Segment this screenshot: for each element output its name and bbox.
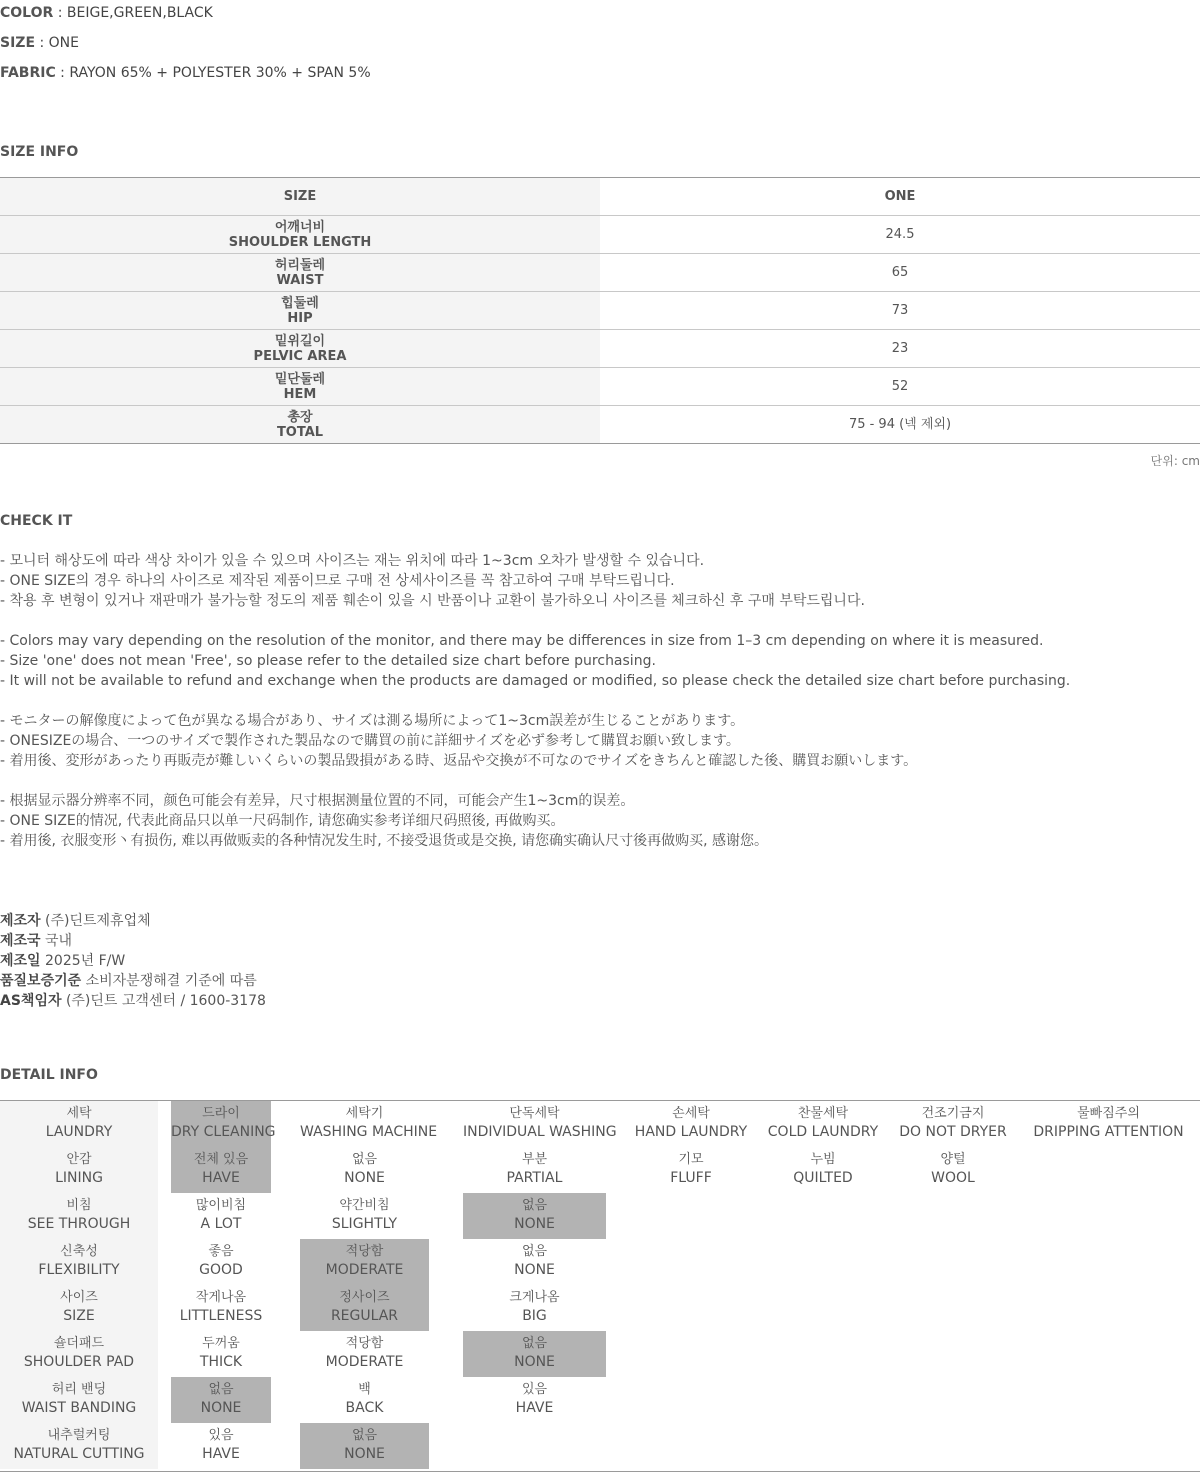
- detail-option-selected: [171, 1101, 276, 1147]
- detail-label-ko: 양털: [940, 1152, 966, 1167]
- notes-group-english: [0, 631, 1070, 691]
- note-line: - It will not be available to refund and exchange when the products are damaged or modified, so please check the detailed size chart before purchasing.: [0, 673, 1071, 689]
- detail-label-en: FLUFF: [670, 1170, 712, 1186]
- detail-label-ko: 건조기금지: [921, 1106, 985, 1121]
- detail-label-ko: 많이비침: [195, 1198, 247, 1213]
- detail-label-ko: 허리 밴딩: [51, 1382, 107, 1397]
- measure-value: 73: [600, 292, 1200, 330]
- detail-label-ko: 정사이즈: [339, 1290, 390, 1305]
- maker-line: [0, 971, 266, 991]
- note-line: - Size 'one' does not mean 'Free', so please refer to the detailed size chart before purchasing.: [0, 653, 656, 669]
- note-line: - 根据显示器分辨率不同，颜色可能会有差异，尺寸根据测量位置的不同，可能会产生1~3cm的误差。: [0, 793, 635, 809]
- detail-label-ko: 단독세탁: [509, 1106, 560, 1121]
- detail-row-head: [0, 1239, 158, 1285]
- maker-value: (주)딘트 고객센터 / 1600-3178: [61, 993, 266, 1009]
- detail-row: [0, 1101, 1200, 1147]
- detail-label-ko: 안감: [66, 1152, 92, 1167]
- detail-label-ko: 신축성: [60, 1244, 98, 1259]
- detail-label-ko: 없음: [208, 1382, 234, 1397]
- note-line: - ONESIZEの場合、一つのサイズで製作された製品なので購買の前に詳細サイズを必ず参考して購買お願い致します。: [0, 733, 740, 749]
- measure-en: TOTAL: [276, 424, 324, 440]
- detail-label-en: QUILTED: [793, 1170, 853, 1186]
- detail-option: [888, 1101, 1018, 1147]
- detail-option: [758, 1147, 888, 1193]
- detail-option: [171, 1331, 271, 1377]
- measure-label: [0, 406, 600, 444]
- detail-label-ko: 드라이: [202, 1106, 240, 1121]
- detail-label-ko: 비침: [66, 1198, 92, 1213]
- detail-label-en: BIG: [522, 1308, 547, 1324]
- size-header-label: [0, 178, 600, 216]
- detail-label-ko: 숄더패드: [53, 1336, 105, 1351]
- maker-label: 제조자: [0, 913, 41, 929]
- detail-label-ko: 적당함: [345, 1244, 384, 1259]
- maker-value: 소비자분쟁해결 기준에 따름: [81, 973, 257, 989]
- measure-label: [0, 330, 600, 368]
- note-line: - モニターの解像度によって色が異なる場合があり、サイズは測る場所によって1~3cm誤差が生じることがあります。: [0, 713, 745, 729]
- measure-label: [0, 254, 600, 292]
- note-line: - 着用後, 衣服变形丶有损伤, 难以再做贩卖的各种情况发生时, 不接受退货或是交换, 请您确实确认尺寸後再做购买, 感谢您。: [0, 833, 769, 849]
- measure-ko: 총장: [287, 409, 313, 425]
- detail-label-ko: 있음: [208, 1428, 234, 1443]
- detail-row: [0, 1147, 1200, 1193]
- detail-label-ko: 부분: [521, 1152, 548, 1167]
- spec-label: FABRIC: [0, 65, 56, 81]
- detail-label-ko: 물빠짐주의: [1077, 1106, 1140, 1121]
- measure-en: HIP: [287, 310, 313, 326]
- size-table: [0, 177, 1200, 444]
- detail-row: [0, 1285, 1200, 1331]
- detail-option: [171, 1285, 271, 1331]
- detail-option: [629, 1147, 753, 1193]
- detail-label-en: REGULAR: [330, 1308, 399, 1324]
- spec-fabric: [0, 64, 371, 82]
- detail-option-selected: [300, 1285, 429, 1331]
- detail-label-en: HAND LAUNDRY: [634, 1124, 748, 1140]
- detail-label-en: WOOL: [931, 1170, 975, 1186]
- measure-label: [0, 292, 600, 330]
- detail-label-ko: 누빔: [810, 1152, 836, 1167]
- maker-line: [0, 931, 266, 951]
- detail-option: [463, 1239, 606, 1285]
- detail-label-en: SEE THROUGH: [27, 1216, 131, 1232]
- measure-label: [0, 368, 600, 406]
- check-it-title: CHECK IT: [0, 513, 73, 529]
- detail-label-ko: 찬물세탁: [797, 1106, 849, 1121]
- detail-label-ko: 없음: [521, 1244, 548, 1259]
- check-it-notes: [0, 551, 1070, 871]
- detail-option-selected: [463, 1193, 606, 1239]
- table-row: [0, 254, 1200, 292]
- detail-option: [171, 1239, 271, 1285]
- size-table-header: [0, 178, 1200, 216]
- detail-label-ko: 있음: [521, 1382, 548, 1397]
- measure-value: 52: [600, 368, 1200, 406]
- measure-ko: 밑단둘레: [274, 371, 326, 387]
- maker-line: [0, 911, 266, 931]
- detail-option-selected: [300, 1423, 429, 1469]
- measure-ko: 밑위길이: [274, 333, 326, 349]
- detail-label-ko: 작게나옴: [195, 1290, 247, 1305]
- measure-en: HEM: [283, 386, 317, 402]
- maker-label: 제조국: [0, 933, 41, 949]
- detail-option: [300, 1377, 429, 1423]
- detail-label-en: A LOT: [200, 1216, 242, 1232]
- detail-label-en: LITTLENESS: [179, 1308, 263, 1324]
- detail-label-ko: 내추럴커팅: [47, 1428, 111, 1443]
- maker-value: 2025년 F/W: [40, 953, 126, 969]
- detail-row-head: [0, 1147, 158, 1193]
- detail-row-head: [0, 1331, 158, 1377]
- maker-value: 국내: [40, 933, 73, 949]
- detail-label-en: MODERATE: [325, 1354, 404, 1370]
- spec-value: : ONE: [35, 35, 79, 51]
- detail-label-en: BACK: [345, 1400, 384, 1416]
- detail-label-en: NONE: [514, 1262, 555, 1278]
- detail-label-en: LINING: [55, 1170, 103, 1186]
- measure-label: [0, 216, 600, 254]
- detail-label-en: INDIVIDUAL WASHING: [463, 1124, 617, 1140]
- detail-label-ko: 좋음: [208, 1244, 234, 1259]
- detail-row-head: [0, 1377, 158, 1423]
- notes-group-japanese: [0, 711, 1070, 771]
- detail-label-en: WAIST BANDING: [21, 1400, 137, 1416]
- maker-label: 품질보증기준: [0, 973, 82, 989]
- spec-value: : BEIGE,GREEN,BLACK: [53, 5, 213, 21]
- detail-option: [300, 1101, 438, 1147]
- detail-label-ko: 전체 있음: [193, 1152, 249, 1167]
- maker-value: (주)딘트제휴업체: [40, 913, 151, 929]
- note-line: - ONE SIZE의 경우 하나의 사이즈로 제작된 제품이므로 구매 전 상세사이즈를 꼭 참고하여 구매 부탁드립니다.: [0, 573, 675, 589]
- detail-row: [0, 1423, 1200, 1469]
- detail-label-en: NONE: [514, 1216, 555, 1232]
- detail-row-head: [0, 1101, 158, 1147]
- measure-value: 23: [600, 330, 1200, 368]
- detail-option-selected: [171, 1147, 271, 1193]
- detail-option-selected: [300, 1239, 429, 1285]
- detail-label-en: NATURAL CUTTING: [13, 1446, 145, 1462]
- table-row: [0, 216, 1200, 254]
- detail-info-table: [0, 1100, 1200, 1472]
- detail-label-en: FLEXIBILITY: [38, 1262, 120, 1278]
- detail-option: [629, 1101, 753, 1147]
- detail-option: [171, 1423, 271, 1469]
- detail-label-en: DO NOT DRYER: [899, 1124, 1007, 1140]
- detail-label-ko: 약간비침: [339, 1198, 390, 1213]
- measure-ko: 허리둘레: [274, 257, 326, 273]
- detail-option-selected: [463, 1331, 606, 1377]
- detail-option: [758, 1101, 888, 1147]
- measure-en: WAIST: [276, 272, 324, 288]
- note-line: - 모니터 해상도에 따라 색상 차이가 있을 수 있으며 사이즈는 재는 위치에 따라 1~3cm 오차가 발생할 수 있습니다.: [0, 553, 705, 569]
- notes-group-chinese: [0, 791, 1070, 851]
- detail-label-ko: 손세탁: [672, 1106, 710, 1121]
- detail-label-en: THICK: [199, 1354, 243, 1370]
- detail-label-en: PARTIAL: [506, 1170, 563, 1186]
- detail-label-ko: 적당함: [345, 1336, 384, 1351]
- detail-label-en: NONE: [344, 1170, 385, 1186]
- detail-option: [300, 1147, 429, 1193]
- note-line: - 着用後、変形があったり再販売が難しいくらいの製品毀損がある時、返品や交換が不可なのでサイズをきちんと確認した後、購買お願いします。: [0, 753, 918, 769]
- measure-value: 75 - 94 (넥 제외): [600, 406, 1200, 444]
- spec-color: [0, 4, 213, 22]
- detail-label-en: NONE: [344, 1446, 385, 1462]
- detail-row-head: [0, 1193, 158, 1239]
- detail-option: [463, 1285, 606, 1331]
- maker-line: [0, 991, 266, 1011]
- detail-label-en: COLD LAUNDRY: [767, 1124, 879, 1140]
- measure-value: 65: [600, 254, 1200, 292]
- note-line: - 착용 후 변형이 있거나 재판매가 불가능할 정도의 제품 훼손이 있을 시 반품이나 교환이 불가하오니 사이즈를 체크하신 후 구매 부탁드립니다.: [0, 593, 865, 609]
- detail-option: [300, 1331, 429, 1377]
- detail-label-en: HAVE: [202, 1170, 240, 1186]
- detail-row: [0, 1193, 1200, 1239]
- detail-label-ko: 없음: [521, 1336, 548, 1351]
- detail-option: [463, 1101, 617, 1147]
- detail-option: [300, 1193, 429, 1239]
- measure-en: SHOULDER LENGTH: [228, 234, 372, 250]
- size-header-value: ONE: [600, 178, 1200, 216]
- table-row: [0, 330, 1200, 368]
- spec-value: : RAYON 65% + POLYESTER 30% + SPAN 5%: [55, 65, 371, 81]
- maker-line: [0, 951, 266, 971]
- detail-row: [0, 1331, 1200, 1377]
- detail-label-ko: 두꺼움: [202, 1336, 240, 1351]
- detail-label-en: MODERATE: [325, 1262, 404, 1278]
- size-info-title: SIZE INFO: [0, 144, 79, 160]
- detail-row: [0, 1239, 1200, 1285]
- maker-info: [0, 911, 266, 1011]
- measure-en: PELVIC AREA: [253, 348, 347, 364]
- detail-row-head: [0, 1423, 158, 1469]
- detail-option: [888, 1147, 1018, 1193]
- note-line: - ONE SIZE的情况, 代表此商品只以单一尺码制作, 请您确实参考详细尺码照後, 再做购买。: [0, 813, 565, 829]
- detail-row-head: [0, 1285, 158, 1331]
- spec-label: SIZE: [0, 35, 36, 51]
- detail-label-ko: 크게나옴: [509, 1290, 560, 1305]
- notes-group-korean: [0, 551, 1070, 611]
- detail-label-en: SIZE: [63, 1308, 95, 1324]
- detail-label-en: DRY CLEANING: [171, 1124, 276, 1140]
- note-line: - Colors may vary depending on the resolution of the monitor, and there may be differences in size from 1–3 cm depending on where it is measured.: [0, 633, 1044, 649]
- table-row: [0, 368, 1200, 406]
- detail-label-en: WASHING MACHINE: [300, 1124, 438, 1140]
- table-row: [0, 406, 1200, 444]
- maker-label: AS책임자: [0, 993, 62, 1009]
- detail-label-ko: 없음: [351, 1428, 378, 1443]
- detail-label-ko: 기모: [678, 1152, 704, 1167]
- detail-option: [463, 1147, 606, 1193]
- detail-option-selected: [171, 1377, 271, 1423]
- detail-label-en: NONE: [200, 1400, 242, 1416]
- table-row: [0, 292, 1200, 330]
- detail-row: [0, 1377, 1200, 1423]
- detail-label-en: SLIGHTLY: [331, 1216, 398, 1232]
- measure-ko: 힙둘레: [281, 295, 319, 311]
- detail-option: [463, 1377, 606, 1423]
- detail-label-ko: 세탁: [66, 1106, 92, 1121]
- detail-info-title: DETAIL INFO: [0, 1067, 98, 1083]
- size-header-label-text: SIZE: [283, 189, 317, 204]
- detail-option: [171, 1193, 271, 1239]
- maker-label: 제조일: [0, 953, 41, 969]
- detail-label-ko: 세탁기: [345, 1106, 384, 1121]
- detail-label-ko: 백: [358, 1382, 371, 1397]
- spec-size: [0, 34, 79, 52]
- detail-label-en: SHOULDER PAD: [23, 1354, 135, 1370]
- detail-label-ko: 없음: [351, 1152, 378, 1167]
- measure-ko: 어깨너비: [274, 219, 326, 235]
- detail-label-en: HAVE: [515, 1400, 554, 1416]
- size-unit-note: 단위: cm: [1150, 454, 1200, 468]
- measure-value: 24.5: [600, 216, 1200, 254]
- detail-label-ko: 사이즈: [60, 1290, 98, 1305]
- detail-label-en: NONE: [514, 1354, 555, 1370]
- detail-label-en: HAVE: [202, 1446, 240, 1462]
- detail-option: [1017, 1101, 1200, 1147]
- detail-label-en: LAUNDRY: [45, 1124, 113, 1140]
- detail-label-en: DRIPPING ATTENTION: [1033, 1124, 1184, 1140]
- detail-label-en: GOOD: [199, 1262, 243, 1278]
- detail-label-ko: 없음: [521, 1198, 548, 1213]
- spec-label: COLOR: [0, 5, 54, 21]
